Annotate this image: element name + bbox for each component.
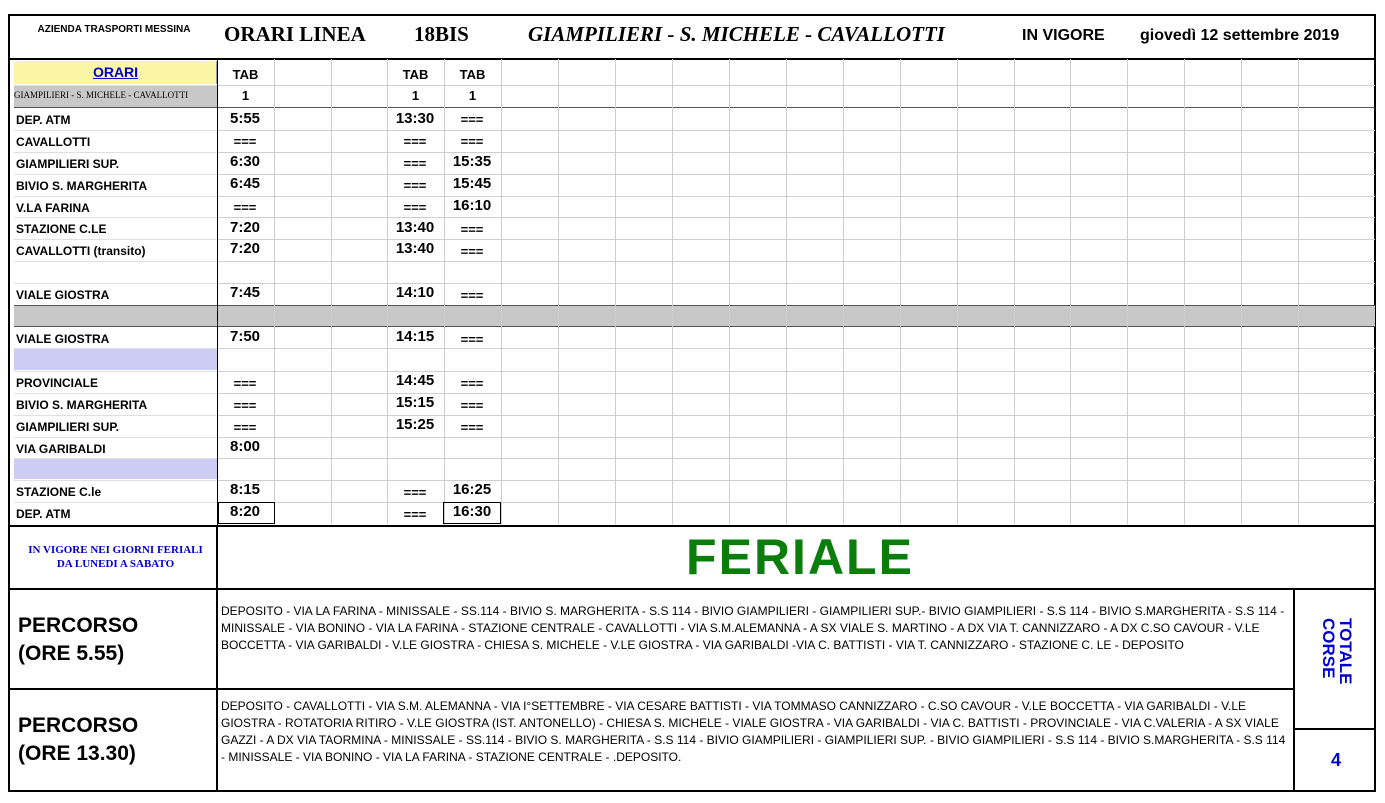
time-cell: 5:55 [229,110,261,127]
grid-stop-line [14,283,217,284]
time-cell: 6:45 [229,175,261,192]
grid-section-line [14,305,1375,306]
grid-column-line [274,59,275,525]
stop-name: STAZIONE C.LE [16,222,107,236]
totals-value-divider [1293,728,1376,730]
time-cell: === [460,288,484,303]
time-cell: === [403,134,427,149]
effective-date: giovedì 12 settembre 2019 [1140,27,1340,44]
grid-row-line [217,196,1375,197]
stop-name: BIVIO S. MARGHERITA [16,179,148,193]
time-cell: === [403,200,427,215]
tab-header-2-line1: TAB [402,67,429,82]
time-cell: === [460,222,484,237]
time-cell: 13:40 [395,240,435,257]
grid-stop-line [14,371,217,372]
grid-stop-line [14,130,217,131]
route-2-label [18,712,138,768]
grid-stop-line [14,152,217,153]
time-cell: 13:30 [395,110,435,127]
grid-row-line [217,174,1375,175]
grid-column-line [1241,59,1242,525]
service-note [14,543,217,571]
time-cell: 6:30 [229,153,261,170]
time-cell: === [460,332,484,347]
route-row-divider [8,688,1295,690]
grid-stop-line [14,217,217,218]
time-cell: 14:45 [395,372,435,389]
grid-row-line [217,458,1375,459]
time-cell: === [460,398,484,413]
time-cell: 14:15 [395,328,435,345]
route-2-description: DEPOSITO - CAVALLOTTI - VIA S.M. ALEMANNA - VIA I°SETTEMBRE - VIA CESARE BATTISTI - VIA TOMMASO CANNIZZARO - C.SO CAVOUR - V.LE BOCCETTA - VIA GARIBALDI - V.LE GIOSTRA - ROTATORIA RITIRO - V.LE GIOSTRA (IST. ANTONELLO) - CHIESA S. MICHELE - VIALE GIOSTRA - VIA GARIBALDI - VIA C. BATTISTI - PROVINCIALE - VIA C.VALERIA - A SX VIALE GAZZI - A DX VIA TAORMINA - MINISSALE - SS.114 - BIVIO S. MARGHERITA - S.S 114 - BIVIO GIAMPILIERI - GIAMPILIERI SUP. - BIVIO GIAMPILIERI - S.S 114 - BIVIO S.MARGHERITA - S.S 114 - MINISSALE - VIA BONINO - VIA LA FARINA - STAZIONE CENTRALE - .DEPOSITO. [221,699,1286,764]
stop-name: CAVALLOTTI [16,135,91,149]
time-cell: === [233,200,257,215]
section-separator [14,305,1375,326]
stop-name: BIVIO S. MARGHERITA [16,398,148,412]
grid-row-line [217,217,1375,218]
grid-stop-line [14,239,217,240]
grid-stop-line [14,393,217,394]
grid-column-line [843,59,844,525]
time-cell: === [460,134,484,149]
day-type-label: FERIALE [686,529,914,585]
route-section-divider [8,588,1376,590]
blank-highlight-1 [14,349,217,370]
time-cell: 15:15 [395,394,435,411]
time-cell: === [233,376,257,391]
time-cell: === [403,156,427,171]
grid-column-line [1184,59,1185,525]
route-2-label-line2: (ORE 13.30) [18,742,136,765]
grid-stop-line [14,458,217,459]
grid-stop-line [14,502,217,503]
stop-name: GIAMPILIERI SUP. [16,420,120,434]
time-cell: 14:10 [395,284,435,301]
grid-section-line [14,107,1375,108]
grid-row-line [217,480,1375,481]
grid-column-line [786,59,787,525]
time-cell: 8:20 [229,503,261,520]
time-cell: === [460,112,484,127]
route-title: GIAMPILIERI - S. MICHELE - CAVALLOTTI [528,22,945,46]
grid-column-line [957,59,958,525]
blank-highlight-2 [14,458,217,479]
grid-section-line [14,326,1375,327]
grid-row-line [217,502,1375,503]
time-cell: 7:45 [229,284,261,301]
time-cell: 16:30 [452,503,492,520]
stop-name: STAZIONE C.le [16,485,102,499]
time-cell: === [460,244,484,259]
time-cell: === [233,398,257,413]
grid-column-line [672,59,673,525]
route-1-label-line1: PERCORSO [18,614,139,637]
grid-column-line [900,59,901,525]
grid-column-line [501,59,502,525]
time-cell: 15:45 [452,175,492,192]
grid-stop-line [14,480,217,481]
time-cell: 16:10 [452,197,492,214]
grid-stop-line [14,415,217,416]
route-label-divider [216,525,218,792]
agency-name: AZIENDA TRASPORTI MESSINA [37,24,191,35]
stop-name: V.LA FARINA [16,201,90,215]
grid-stop-line [14,85,217,86]
totals-divider [1293,588,1295,792]
orari-label: ORARI [92,64,139,80]
stop-name: GIAMPILIERI SUP. [16,157,120,171]
route-1-label-line2: (ORE 5.55) [18,642,125,665]
tab-header-1-line1: TAB [232,67,259,82]
grid-row-line [217,85,1375,86]
grid-row-line [217,152,1375,153]
tab-header-3-line2: 1 [468,88,477,103]
grid-stop-line [14,174,217,175]
stop-name: VIALE GIOSTRA [16,332,110,346]
time-cell: === [403,507,427,522]
stop-name: DEP. ATM [16,507,71,521]
time-cell: === [233,420,257,435]
route-2-label-line1: PERCORSO [18,714,139,737]
tab-header-3-line1: TAB [459,67,486,82]
route-1-label [18,612,138,668]
grid-row-line [217,437,1375,438]
stop-name: VIA GARIBALDI [16,442,106,456]
stop-name: CAVALLOTTI (transito) [16,244,146,258]
service-note-line1: IN VIGORE NEI GIORNI FERIALI [28,544,203,556]
grid-column-line [615,59,616,525]
total-trips-value: 4 [1330,750,1341,770]
time-cell: 8:15 [229,481,261,498]
time-cell: === [460,420,484,435]
stop-name: DEP. ATM [16,113,71,127]
tab-header-1-line2: 1 [241,88,250,103]
grid-column-line [1127,59,1128,525]
time-cell: === [460,376,484,391]
time-cell: 16:25 [452,481,492,498]
grid-column-line [1298,59,1299,525]
final-time-box-1 [218,502,275,524]
grid-stop-line [14,437,217,438]
time-cell: 7:20 [229,240,261,257]
total-trips-label: TOTALE CORSE [1319,618,1355,685]
stop-name: VIALE GIOSTRA [16,288,110,302]
grid-column-line [1070,59,1071,525]
time-cell: 15:25 [395,416,435,433]
time-cell: 8:00 [229,438,261,455]
line-number: 18BIS [414,22,469,46]
grid-stop-line [14,348,217,349]
final-time-box-3 [443,502,501,524]
service-note-line2: DA LUNEDI A SABATO [56,558,175,570]
time-cell: === [403,178,427,193]
time-cell: === [403,485,427,500]
grid-row-line [217,348,1375,349]
grid-stop-line [14,261,217,262]
time-cell: 15:35 [452,153,492,170]
time-cell: 7:20 [229,219,261,236]
table-bottom-divider [8,525,1376,527]
grid-column-line [1014,59,1015,525]
grid-stop-line [14,196,217,197]
grid-row-line [217,130,1375,131]
orari-linea-title: ORARI LINEA [224,22,366,46]
time-cell: 7:50 [229,328,261,345]
route-1-description: DEPOSITO - VIA LA FARINA - MINISSALE - SS.114 - BIVIO S. MARGHERITA - S.S 114 - BIVIO GIAMPILIERI - GIAMPILIERI SUP.- BIVIO GIAMPILIERI - S.S 114 - BIVIO S.MARGHERITA - S.S 114 - MINISSALE - VIA BONINO - VIA LA FARINA - STAZIONE CENTRALE - CAVALLOTTI - VIA S.M.ALEMANNA - A SX VIALE S. MARTINO - A DX VIA T. CANNIZZARO - A DX C.SO CAVOUR - V.LE BOCCETTA - VIA GARIBALDI - V.LE GIOSTRA - CHIESA S. MICHELE - V.LE GIOSTRA - VIA GARIBALDI -VIA C. BATTISTI - VIA T. CANNIZZARO - STAZIONE C. LE - DEPOSITO [221,604,1285,652]
in-vigore-label: IN VIGORE [1022,27,1105,44]
time-cell: 13:40 [395,219,435,236]
header-divider [8,58,1376,60]
tab-header-2-line2: 1 [411,88,420,103]
grid-column-line [729,59,730,525]
grid-column-line [331,59,332,525]
grid-row-line [217,261,1375,262]
route-sub-label: GIAMPILIERI - S. MICHELE - CAVALLOTTI [14,90,189,100]
time-cell: === [233,134,257,149]
grid-column-line [558,59,559,525]
stop-name: PROVINCIALE [16,376,99,390]
